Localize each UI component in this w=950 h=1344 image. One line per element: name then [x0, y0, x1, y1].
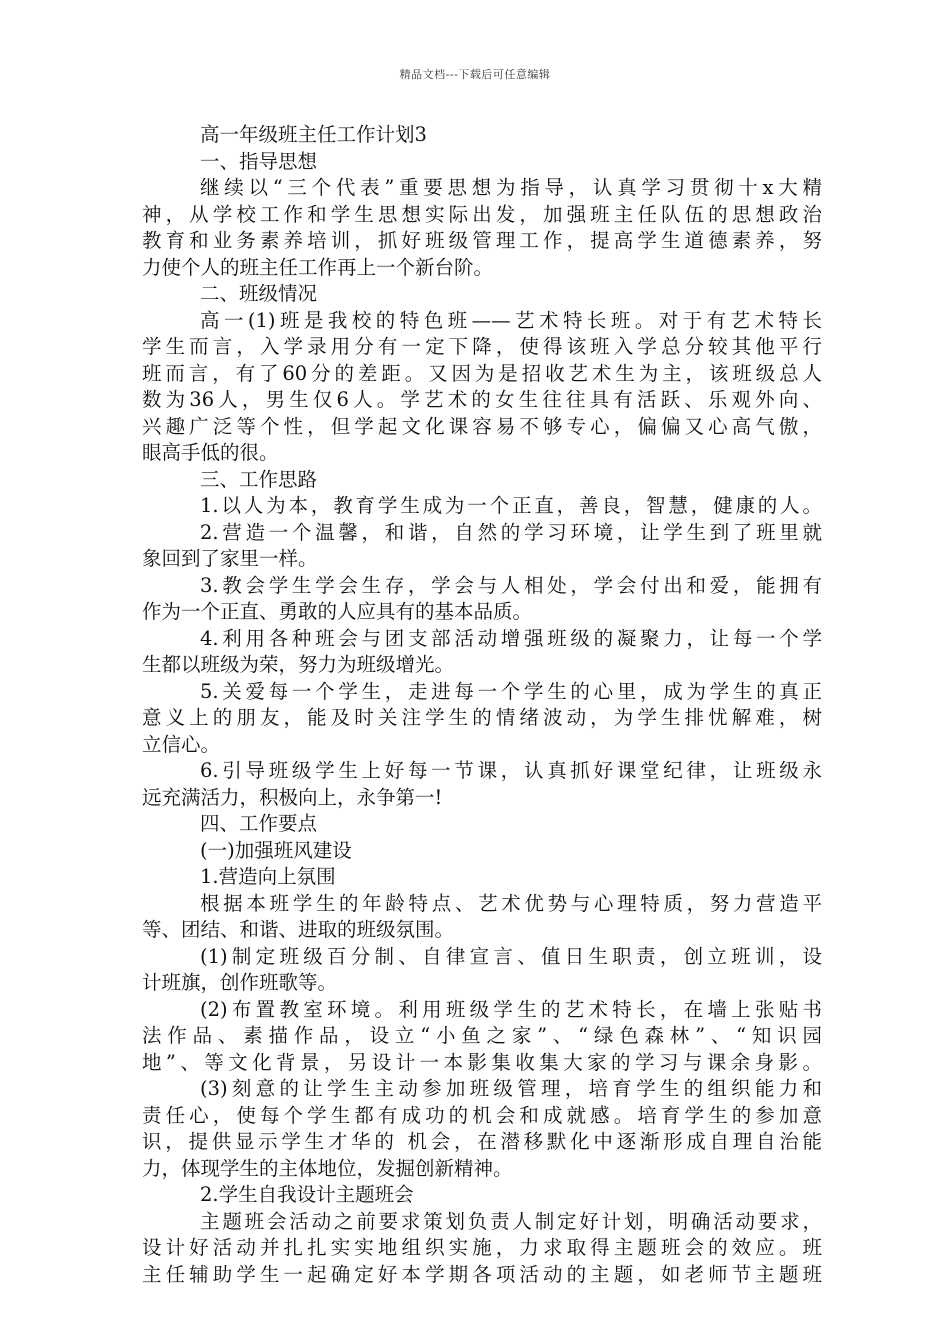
text-line: 地”、等文化背景，另设计一本影集收集大家的学习与课余身影。 — [142, 1050, 822, 1074]
text-line: 教育和业务素养培训，抓好班级管理工作，提高学生道德素养，努 — [142, 229, 822, 252]
text-line: 眼高手低的很。 — [142, 441, 279, 464]
text-line: 四、工作要点 — [200, 812, 318, 835]
text-line: 设计好活动并扎扎实实地组织实施，力求取得主题班会的效应。班 — [142, 1236, 822, 1259]
text-line: 5.关爱每一个学生，走进每一个学生的心里，成为学生的真正 — [200, 679, 822, 703]
text-line: 3.教会学生学会生存，学会与人相处，学会付出和爱，能拥有 — [200, 573, 822, 597]
text-line: 兴趣广泛等个性，但学起文化课容易不够专心，偏偏又心高气傲， — [142, 414, 822, 438]
text-line: 主题班会活动之前要求策划负责人制定好计划，明确活动要求， — [200, 1209, 822, 1233]
text-line: (3)刻意的让学生主动参加班级管理，培育学生的组织能力和 — [200, 1077, 822, 1100]
text-line: 远充满活力，积极向上，永争第一! — [142, 785, 443, 809]
text-line: 作为一个正直、勇敢的人应具有的基本品质。 — [142, 600, 533, 623]
header-note: 精品文档---下载后可任意编辑 — [399, 68, 551, 81]
text-line: 生都以班级为荣，努力为班级增光。 — [142, 653, 455, 676]
text-line: 2.学生自我设计主题班会 — [200, 1183, 414, 1206]
text-line: 学生而言，入学录用分有一定下降，使得该班入学总分较其他平行 — [142, 335, 822, 358]
text-line: (2)布置教室环境。利用班级学生的艺术特长，在墙上张贴书 — [200, 997, 822, 1021]
text-line: (一)加强班风建设 — [200, 838, 352, 862]
text-line: (1)制定班级百分制、自律宣言、值日生职责，创立班训，设 — [200, 944, 822, 968]
text-line: 一、指导思想 — [200, 149, 318, 173]
text-line: 2.营造一个温馨，和谐，自然的学习环境，让学生到了班里就 — [200, 520, 822, 544]
text-line: 1.以人为本，教育学生成为一个正直，善良，智慧，健康的人。 — [200, 494, 822, 517]
text-line: 根据本班学生的年龄特点、艺术优势与心理特质，努力营造平 — [200, 891, 822, 915]
text-line: 法作品、素描作品，设立“小鱼之家”、“绿色森林”、“知识园 — [142, 1024, 822, 1047]
text-line: 4.利用各种班会与团支部活动增强班级的凝聚力，让每一个学 — [200, 626, 822, 650]
text-line: 高一年级班主任工作计划3 — [200, 123, 427, 146]
document-body — [142, 122, 822, 1288]
text-line: 继续以“三个代表”重要思想为指导，认真学习贯彻十x大精 — [200, 176, 822, 199]
text-line: 主任辅助学生一起确定好本学期各项活动的主题，如老师节主题班 — [142, 1262, 822, 1286]
text-line: 二、班级情况 — [200, 282, 318, 305]
text-line: 计班旗，创作班歌等。 — [142, 971, 338, 994]
text-line: 数为36人，男生仅6人。学艺术的女生往往具有活跃、乐观外向、 — [142, 388, 822, 411]
text-line: 等、团结、和谐、进取的班级氛围。 — [142, 918, 455, 941]
text-line: 力使个人的班主任工作再上一个新台阶。 — [142, 255, 494, 279]
text-line: 意义上的朋友，能及时关注学生的情绪波动，为学生排忧解难，树 — [142, 706, 822, 729]
text-line: 1.营造向上氛围 — [200, 865, 336, 888]
text-line: 班而言，有了60分的差距。又因为是招收艺术生为主，该班级总人 — [142, 361, 822, 385]
text-line: 三、工作思路 — [200, 467, 318, 491]
text-line: 立信心。 — [142, 732, 221, 756]
text-line: 识，提供显示学生才华的 机会，在潜移默化中逐渐形成自理自治能 — [142, 1130, 822, 1153]
text-line: 责任心，使每个学生都有成功的机会和成就感。培育学生的参加意 — [142, 1103, 822, 1127]
text-line: 象回到了家里一样。 — [142, 547, 318, 570]
text-line: 高一(1)班是我校的特色班——艺术特长班。对于有艺术特长 — [200, 308, 822, 332]
text-line: 神，从学校工作和学生思想实际出发，加强班主任队伍的思想政治 — [142, 202, 822, 226]
text-line: 力，体现学生的主体地位，发掘创新精神。 — [142, 1156, 513, 1180]
text-line: 6.引导班级学生上好每一节课，认真抓好课堂纪律，让班级永 — [200, 759, 822, 782]
